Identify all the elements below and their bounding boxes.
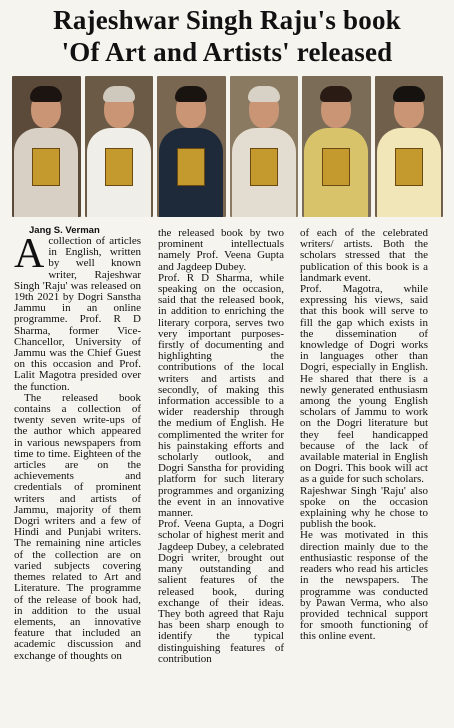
article-paragraph: of each of the celebrated writers/ artists. Both the scholars stressed that the publication of this book is a landmark event. [300,227,428,284]
article-column-2 [158,228,284,665]
drop-cap: A [14,231,45,277]
article-column-1 [14,231,141,662]
photo-4 [230,76,299,217]
article-paragraph: Rajeshwar Singh 'Raju' also spoke on the occasion explaining why he chose to publish the book. [300,484,428,531]
article-paragraph: the released book by two prominent intellectuals namely Prof. Veena Gupta and Jagdeep Dubey. [158,227,284,273]
photo-2 [85,76,154,217]
book-cover-icon [105,148,133,186]
book-cover-icon [177,148,205,186]
book-cover-icon [250,148,278,186]
headline-line-2: 'Of Art and Artists' released [61,37,393,67]
article-column-3 [300,228,428,643]
photo-6 [375,76,444,217]
article-paragraph: Prof. R D Sharma, while speaking on the occasion, said that the released book, in addition to enriching the literary corpora, serves two very important purposes-firstly of documenting and highlighting the contributions of the local writers and artists and secondly, of making this information accessible to a wider readership through the medium of English. He complimented the writer for his painstaking efforts and scholarly outlook, and Dogri Sanstha for providing platform for such literary programmes and organizing the event in an innovative manner. [158,271,284,520]
article-paragraph: Prof. Veena Gupta, a Dogri scholar of highest merit and Jagdeep Dubey, a celebrated Dogri writer, brought out many outstanding and salient features of the released book, during exchange of their ideas. They both agreed that Raju has been sharp enough to identify the typical distinguishing features of contribution [158,518,284,665]
byline: Jang S. Verman [29,225,100,236]
photo-3 [157,76,226,217]
headline-line-1: Rajeshwar Singh Raju's book [53,5,401,35]
article-paragraph: Prof. Magotra, while expressing his views, said that this book will serve to fill the gap which exists in the dissemination of knowledge of Dogri works in languages other than Dogri, especially in English. He shared that there is a newly generated enthusiasm among the young English scholars of Jammu to work on the Dogri literature but they feel handicapped because of the lack of available material in English on Dogri. This book will act as a guide for such scholars. [300,283,428,486]
article-text: collection of articles in English, written by well known writer, Rajeshwar Singh 'Raju' was released on 19th 2021 by Dogri Sanstha Jammu in an online programme. Prof. R D Sharma, former Vice- Chancellor, University of Jammu was the Chief Guest on this occasion and Prof. Lalit Magotra presided over the function. [14,235,141,393]
photo-5 [302,76,371,217]
book-cover-icon [32,148,60,186]
article-paragraph: He was motivated in this direction mainly due to the enthusiastic response of the readers who read his articles in the newspapers. The programme was conducted by Pawan Verma, who also provided technical support for smooth functioning of this online event. [300,529,428,643]
article-paragraph: The released book contains a collection of twenty seven write-ups of the author which appeared in various newspapers from time to time. Eighteen of the articles are on the achievements and credentials of prominent writers and artists of Jammu, majority of them Dogri writers and a few of Hindi and Punjabi writers. The remaining nine articles of the collection are on varied subjects covering themes related to Art and Literature. The programme of the release of book had, in addition to the usual elements, an innovative feature that included an academic discussion and exchange of thoughts on [14,391,141,662]
book-cover-icon [322,148,350,186]
book-cover-icon [395,148,423,186]
photo-1 [12,76,81,217]
article-paragraph [14,231,141,393]
photo-strip [12,76,443,217]
headline [0,4,454,68]
